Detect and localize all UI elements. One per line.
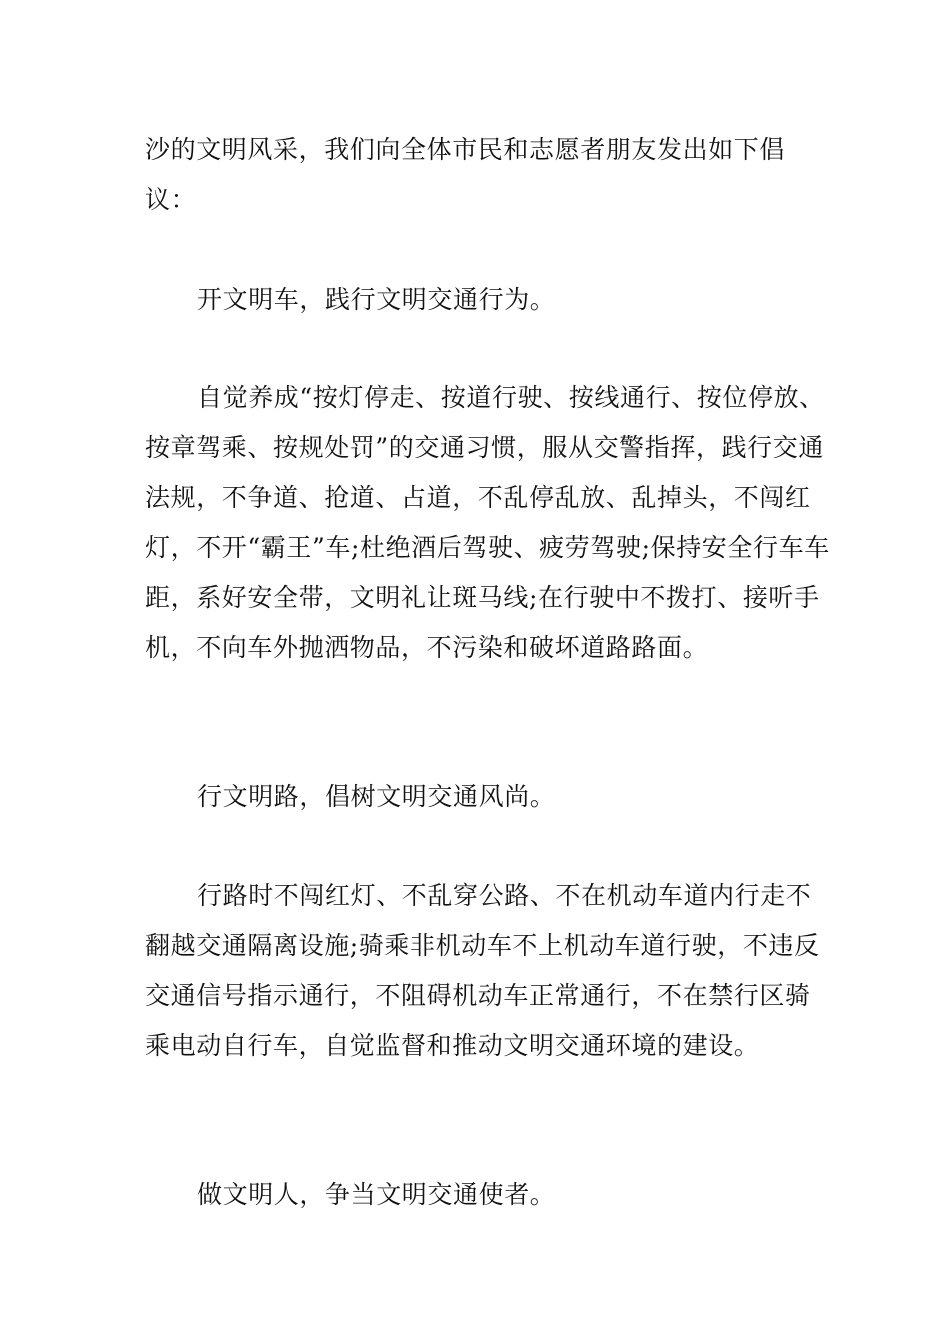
- paragraph-heading-walk: 行文明路，倡树文明交通风尚。: [197, 782, 556, 811]
- paragraph-drive-details: 自觉养成“按灯停走、按道行驶、按线通行、按位停放、按章驾乘、按规处罚”的交通习惯，服从交警指挥，践行交通法规，不争道、抢道、占道，不乱停乱放、乱掉头，不闯红灯，不开“霸王”车;杜绝酒后驾驶、疲劳驾驶;保持安全行车车距，系好安全带，文明礼让斑马线;在行驶中不拨打、接听手机，不向车外抛洒物品，不污染和破坏道路路面。: [145, 383, 830, 662]
- paragraph-walk-details: 行路时不闯红灯、不乱穿公路、不在机动车道内行走不翻越交通隔离设施;骑乘非机动车不上机动车道行驶，不违反交通信号指示通行，不阻碍机动车正常通行，不在禁行区骑乘电动自行车，自觉监督和推动文明交通环境的建设。: [145, 881, 820, 1060]
- paragraph-heading-person: 做文明人，争当文明交通使者。: [197, 1180, 556, 1209]
- paragraph-intro-continuation: 沙的文明风采，我们向全体市民和志愿者朋友发出如下倡议：: [145, 135, 786, 214]
- paragraph-heading-drive: 开文明车，践行文明交通行为。: [197, 285, 556, 314]
